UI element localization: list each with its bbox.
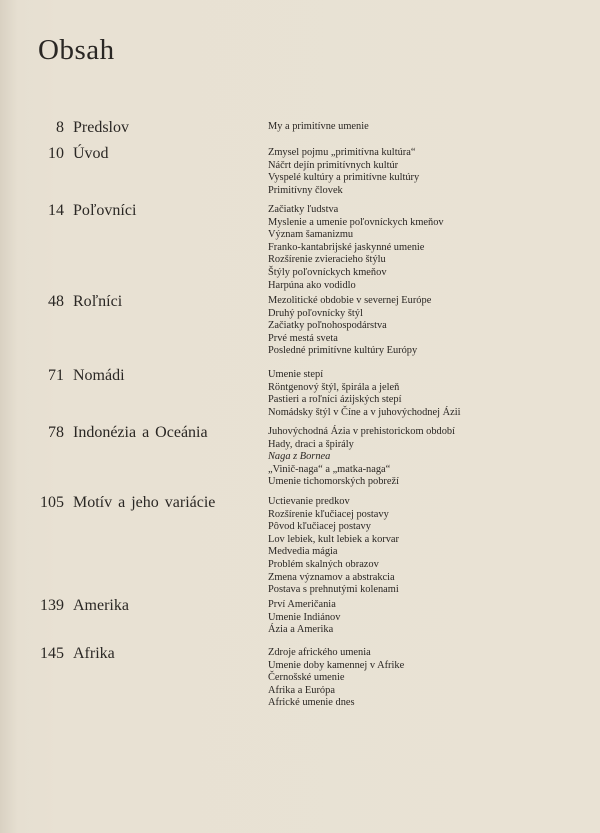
subsection: Ázia a Amerika <box>268 624 334 636</box>
subsection: Myslenie a umenie poľovníckych kmeňov <box>268 216 444 228</box>
subsection <box>268 451 455 464</box>
subsection: Mezolitické obdobie v severnej Európe <box>268 295 432 306</box>
page-number: 71 <box>48 367 64 384</box>
subsection: Náčrt dejín primitívnych kultúr <box>268 159 399 171</box>
subsection: Zdroje afrického umenia <box>268 647 371 658</box>
subsection: Posledné primitívne kultúry Európy <box>268 345 418 357</box>
subsection-list <box>268 295 431 358</box>
subsection: Prví Američania <box>268 599 336 610</box>
subsection: Juhovýchodná Ázia v prehistorickom období <box>268 426 455 437</box>
subsection: Zmysel pojmu „primitívna kultúra“ <box>268 147 416 158</box>
chapter-title: Afrika <box>73 645 115 662</box>
chapter-title: Poľovníci <box>73 202 137 219</box>
page-number: 14 <box>48 202 64 219</box>
subsection: Primitívny človek <box>268 184 343 196</box>
chapter-title: Motív a jeho variácie <box>73 494 216 511</box>
subsection: Rozšírenie kľučiacej postavy <box>268 508 389 520</box>
subsection: „Vinič-naga“ a „matka-naga“ <box>268 463 391 475</box>
subsection: Franko-kantabrijské jaskynné umenie <box>268 241 425 253</box>
subsection: Uctievanie predkov <box>268 496 350 507</box>
chapter-title: Predslov <box>73 119 129 136</box>
subsection: Rozšírenie zvieracieho štýlu <box>268 254 386 266</box>
subsection: Význam šamanizmu <box>268 229 354 241</box>
subsection-list <box>268 147 419 197</box>
subsection-list <box>268 647 404 710</box>
subsection: Prvé mestá sveta <box>268 332 338 344</box>
subsection: Zmena významov a abstrakcia <box>268 571 395 583</box>
page-title: Obsah <box>38 34 115 66</box>
subsection: Vyspelé kultúry a primitívne kultúry <box>268 172 420 184</box>
subsection: Nomádsky štýl v Číne a v juhovýchodnej Ázii <box>268 406 461 418</box>
chapter-title: Amerika <box>73 597 129 614</box>
page-number: 105 <box>40 494 64 511</box>
subsection: Röntgenový štýl, špirála a jeleň <box>268 381 400 393</box>
chapter-title: Úvod <box>73 145 109 162</box>
subsection-list <box>268 121 369 134</box>
chapter-title: Nomádi <box>73 367 125 384</box>
subsection: Umenie Indiánov <box>268 611 341 623</box>
chapter-title: Indonézia a Oceánia <box>73 424 208 441</box>
subsection: Štýly poľovníckych kmeňov <box>268 266 387 278</box>
subsection: Druhý poľovnícky štýl <box>268 307 363 319</box>
subsection: Umenie tichomorských pobreží <box>268 476 399 488</box>
subsection: Africké umenie dnes <box>268 697 355 709</box>
subsection: Začiatky ľudstva <box>268 204 339 215</box>
page-number: 8 <box>56 119 64 136</box>
page-number: 145 <box>40 645 64 662</box>
subsection: Umenie doby kamennej v Afrike <box>268 659 405 671</box>
subsection: Hady, draci a špirály <box>268 438 354 450</box>
subsection-list <box>268 369 461 419</box>
subsection: Problém skalných obrazov <box>268 558 379 570</box>
subsection: Umenie stepí <box>268 369 324 380</box>
chapter-title: Roľníci <box>73 293 123 310</box>
subsection: Postava s prehnutými kolenami <box>268 584 399 596</box>
subsection-list <box>268 204 444 292</box>
subsection-list <box>268 426 455 489</box>
subsection: Harpúna ako vodidlo <box>268 279 356 291</box>
page-number: 48 <box>48 293 64 310</box>
subsection: Medvedia mágia <box>268 546 338 558</box>
subsection: Lov lebiek, kult lebiek a korvar <box>268 533 399 545</box>
subsection: My a primitívne umenie <box>268 121 369 132</box>
subsection: Afrika a Európa <box>268 684 335 696</box>
subsection: Černošské umenie <box>268 672 345 684</box>
subsection-italic: Naga z Bornea <box>268 451 331 463</box>
subsection-list <box>268 496 399 597</box>
page-number: 78 <box>48 424 64 441</box>
subsection: Začiatky poľnohospodárstva <box>268 320 387 332</box>
page-number: 139 <box>40 597 64 614</box>
subsection-list <box>268 599 340 637</box>
page-number: 10 <box>48 145 64 162</box>
subsection: Pastieri a roľníci ázijských stepí <box>268 394 402 406</box>
subsection: Pôvod kľučiacej postavy <box>268 521 371 533</box>
